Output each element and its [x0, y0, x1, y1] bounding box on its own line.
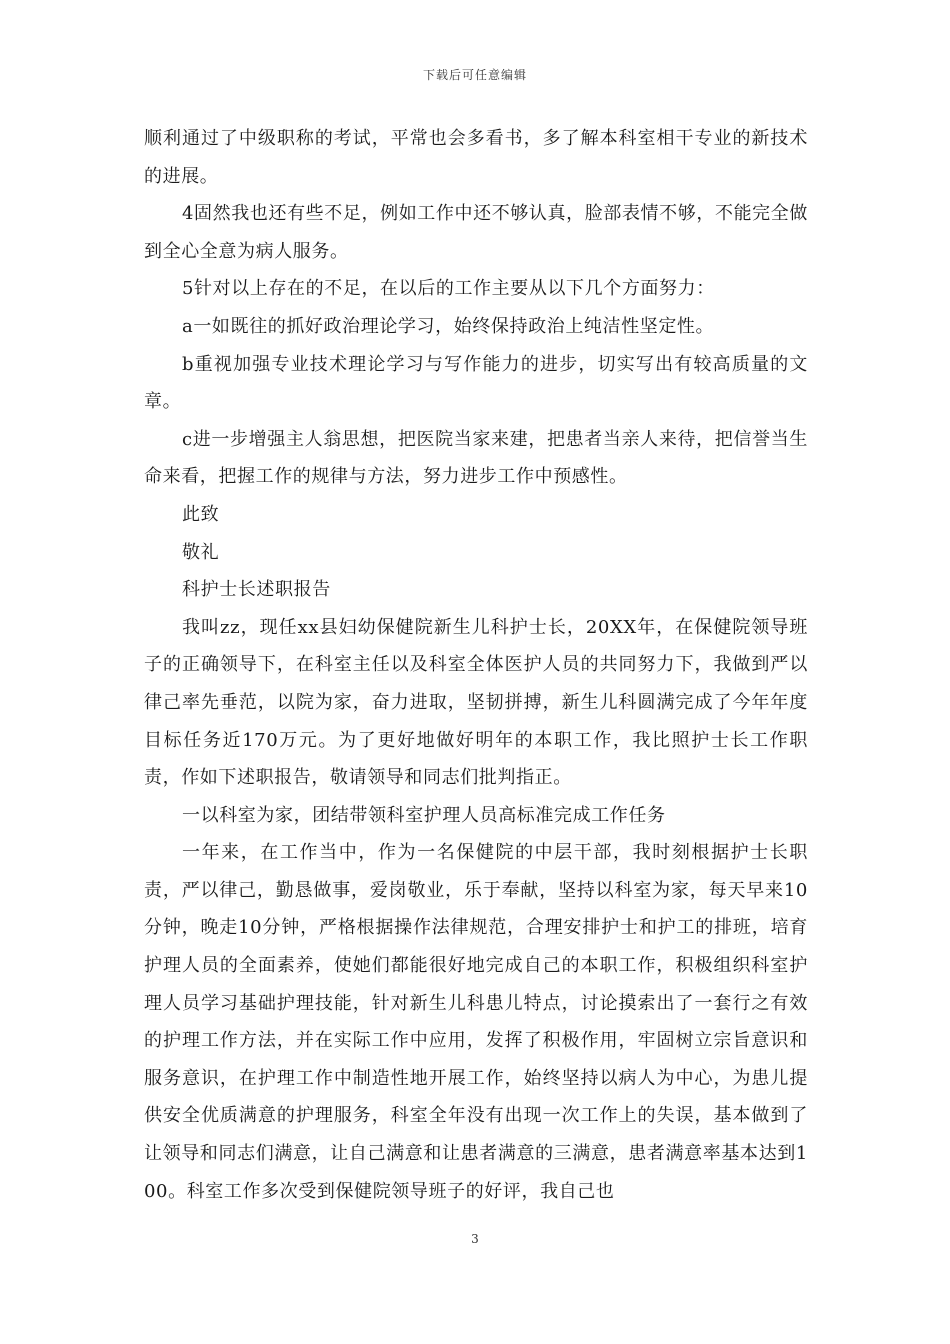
- paragraph: 我叫zz，现任xx县妇幼保健院新生儿科护士长，20XX年，在保健院领导班子的正确领导下，在科室主任以及科室全体医护人员的共同努力下，我做到严以律己率先垂范，以院为家，奋力进取，坚韧拼搏，新生儿科圆满完成了今年年度目标任务近170万元。为了更好地做好明年的本职工作，我比照护士长工作职责，作如下述职报告，敬请领导和同志们批判指正。: [144, 616, 808, 789]
- document-body: [144, 120, 808, 1210]
- page-header: 下载后可任意编辑: [422, 68, 527, 82]
- section-heading: 一以科室为家，团结带领科室护理人员高标准完成工作任务: [182, 804, 666, 826]
- paragraph: 4固然我也还有些不足，例如工作中还不够认真，脸部表情不够，不能完全做到全心全意为病人服务。: [144, 203, 808, 262]
- closing-regards: 敬礼: [182, 541, 220, 563]
- paragraph: 顺利通过了中级职称的考试，平常也会多看书，多了解本科室相干专业的新技术的进展。: [144, 128, 808, 187]
- paragraph: 一年来，在工作当中，作为一名保健院的中层干部，我时刻根据护士长职责，严以律己，勤恳做事，爱岗敬业，乐于奉献，坚持以科室为家，每天早来10分钟，晚走10分钟，严格根据操作法律规范，合理安排护士和护工的排班，培育护理人员的全面素养，使她们都能很好地完成自己的本职工作，积极组织科室护理人员学习基础护理技能，针对新生儿科患儿特点，讨论摸索出了一套行之有效的护理工作方法，并在实际工作中应用，发挥了积极作用，牢固树立宗旨意识和服务意识，在护理工作中制造性地开展工作，始终坚持以病人为中心，为患儿提供安全优质满意的护理服务，科室全年没有出现一次工作上的失误，基本做到了让领导和同志们满意，让自己满意和让患者满意的三满意，患者满意率基本达到100。科室工作多次受到保健院领导班子的好评，我自己也: [144, 842, 808, 1202]
- paragraph: c进一步增强主人翁思想，把医院当家来建，把患者当亲人来待，把信誉当生命来看，把握工作的规律与方法，努力进步工作中预感性。: [144, 428, 808, 488]
- paragraph: 5针对以上存在的不足，在以后的工作主要从以下几个方面努力：: [182, 278, 715, 300]
- section-title: 科护士长述职报告: [182, 579, 331, 601]
- paragraph: b重视加强专业技术理论学习与写作能力的进步，切实写出有较高质量的文章。: [144, 353, 808, 413]
- closing-salutation: 此致: [182, 503, 220, 525]
- page-number: 3: [471, 1232, 479, 1246]
- paragraph: a一如既往的抓好政治理论学习，始终保持政治上纯洁性坚定性。: [182, 315, 715, 337]
